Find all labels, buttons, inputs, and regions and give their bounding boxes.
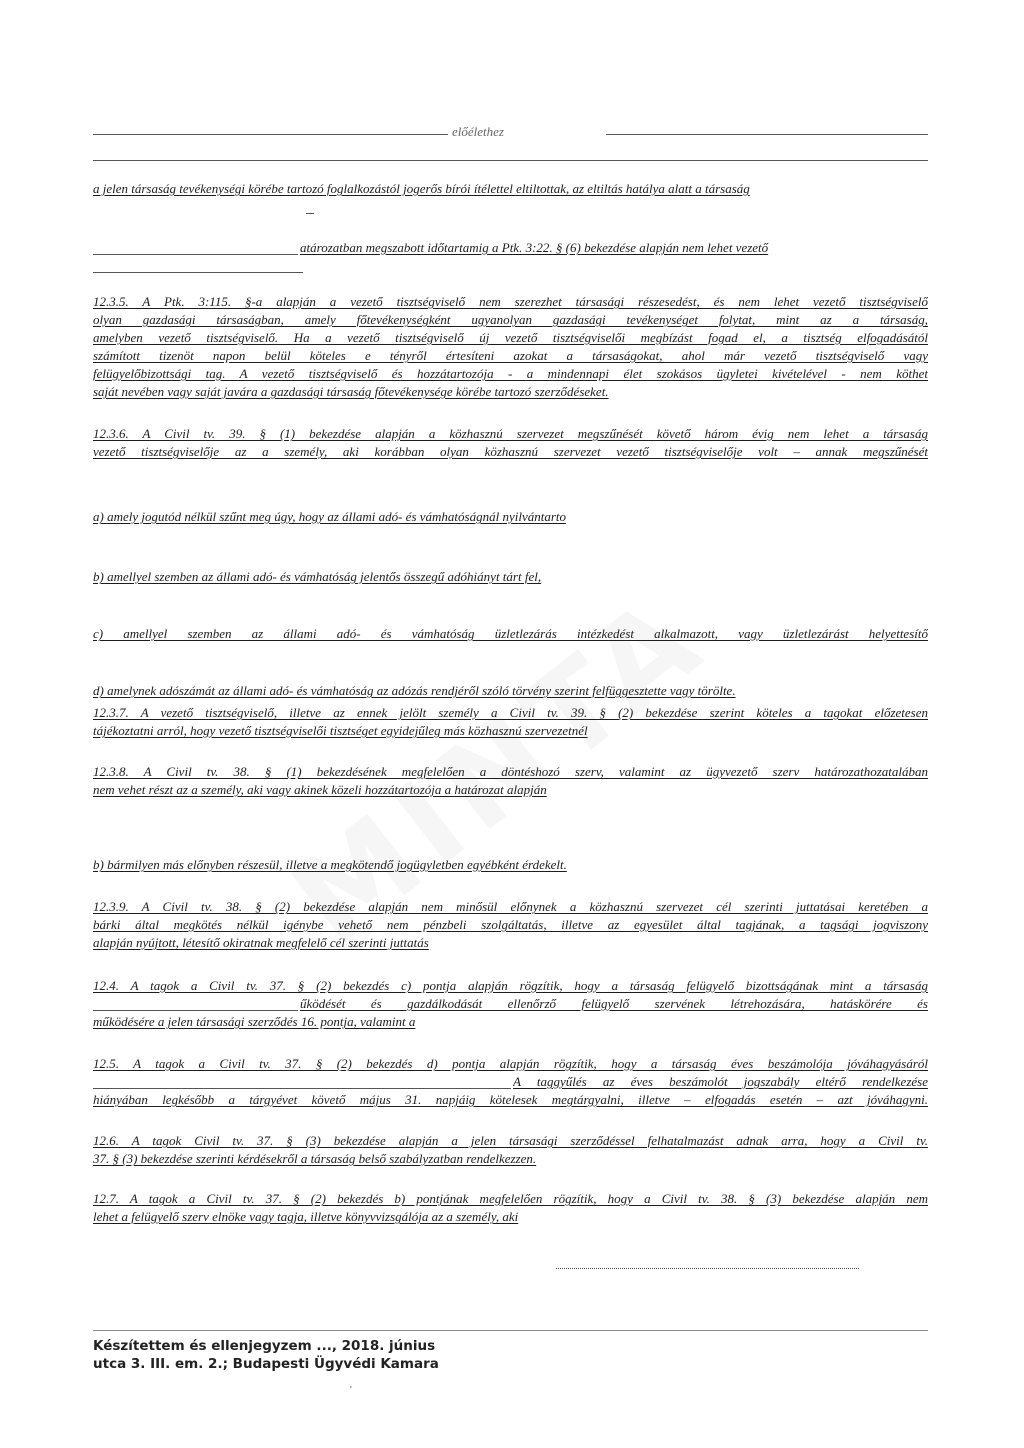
section-12-7-line: lehet a felügyelő szerv elnöke vagy tagja, illetve könyvvizsgálója az a személy, aki: [93, 1209, 519, 1224]
section-12-3-9-line: alapján nyújtott, létesítő okiratnak megfelelő cél szerinti juttatás: [93, 935, 429, 950]
section-12-3-8-item-b: b) bármilyen más előnyben részesül, illetve a megkötendő jogügyletben egyébként érdekelt.: [93, 857, 567, 872]
section-12-3-9-line: 12.3.9. A Civil tv. 38. § (2) bekezdése alapján nem minősül előnynek a közhasznú szervezet cél szerinti juttatásai keretében a: [93, 899, 928, 914]
section-12-3-6-line: vezető tisztségviselője az a személy, aki korábban olyan közhasznú szervezet vezető tisztségviselője volt – annak megszűnését: [93, 444, 928, 459]
section-12-5-line: hiányában legkésőbb a tárgyévet követő május 31. napjáig kötelesek megtárgyalni, illetve – elfogadás esetén – azt jóváhagyni.: [93, 1092, 928, 1107]
list-item-c: c) amellyel szemben az állami adó- és vámhatóság üzletlezárás intézkedést alkalmazott, vagy üzletlezárást helyettesítő: [93, 626, 928, 641]
section-12-4-line: működésére a jelen társasági szerződés 16. pontja, valamint a: [93, 1014, 416, 1029]
section-12-4-line: 12.4. A tagok a Civil tv. 37. § (2) bekezdés c) pontja alapján rögzítik, hogy a társaság felügyelő bizottságának mint a társaság: [93, 978, 928, 993]
para-line: atározatban megszabott időtartamig a Ptk. 3:22. § (6) bekezdése alapján nem lehet vezető: [300, 240, 769, 255]
section-12-3-8-line: 12.3.8. A Civil tv. 38. § (1) bekezdésének megfelelően a döntéshozó szerv, valamint az ügyvezető szerv határozathozatalában: [93, 764, 928, 779]
blank-line: [93, 254, 298, 255]
footer-line-1: Készítettem és ellenjegyzem ..., 2018. június: [93, 1338, 436, 1354]
footer-rule: [93, 1330, 928, 1331]
blank-line: [93, 272, 303, 273]
section-12-6-line: 12.6. A tagok Civil tv. 37. § (3) bekezdése alapján a jelen társasági szerződéssel felhatalmazást adnak arra, hogy a Civil tv.: [93, 1133, 928, 1148]
list-item-a: a) amely jogutód nélkül szűnt meg úgy, hogy az állami adó- és vámhatóságnál nyilvántarto: [93, 509, 566, 524]
section-12-3-5-line: olyan gazdasági társaságban, amely főtevékenységként ugyanolyan gazdasági tevékenységet folytat, mint az a társaság,: [93, 312, 928, 327]
section-12-3-8-line: nem vehet részt az a személy, aki vagy akinek közeli hozzátartozója a határozat alapján: [93, 782, 547, 797]
blank-line: [93, 1088, 511, 1089]
blank-line: [93, 160, 928, 161]
signature-line: [556, 1268, 859, 1269]
section-12-5-line: A taggyűlés az éves beszámolót jogszabály eltérő rendelkezése: [513, 1074, 928, 1089]
section-12-3-5-line: saját nevében vagy saját javára a gazdasági társaság főtevékenysége körébe tartozó szerződéseket.: [93, 384, 609, 399]
section-12-3-7-line: tájékoztatni arról, hogy vezető tisztségviselői tisztséget egyidejűleg más közhasznú szervezetnél: [93, 723, 588, 738]
dash-mark: [306, 213, 314, 214]
section-12-6-line: 37. § (3) bekezdése szerinti kérdésekről a társaság belső szabályzatban rendelkezzen.: [93, 1151, 537, 1166]
section-12-3-5-line: számított tizenöt napon belül köteles e tényről értesíteni azokat a társaságokat, ahol már vezető tisztségviselő vagy: [93, 348, 928, 363]
section-12-7-line: 12.7. A tagok a Civil tv. 37. § (2) bekezdés b) pontjának megfelelően rögzítik, hogy a Civil tv. 38. § (3) bekezdése alapján nem: [93, 1191, 928, 1206]
section-12-3-9-line: bárki által megkötés nélkül igénybe vehető nem pénzbeli szolgáltatás, illetve az egyesület által tagjának, a tagsági jogviszony: [93, 917, 928, 932]
section-12-3-6-line: 12.3.6. A Civil tv. 39. § (1) bekezdése alapján a közhasznú szervezet megszűnését követő három évig nem lehet a társaság: [93, 426, 928, 441]
footer-line-2: utca 3. III. em. 2.; Budapesti Ügyvédi Kamara: [93, 1356, 439, 1372]
blank-line: [93, 1010, 298, 1011]
section-12-4-line: űködését és gazdálkodását ellenőrző felügyelő szervének létrehozására, hatáskörére és: [300, 996, 928, 1011]
scan-mark: ': [350, 1385, 352, 1396]
section-12-5-line: 12.5. A tagok a Civil tv. 37. § (2) bekezdés d) pontja alapján rögzítik, hogy a társaság éves beszámolója jóváhagyásáról: [93, 1056, 928, 1071]
section-12-3-5-line: 12.3.5. A Ptk. 3:115. §-a alapján a vezető tisztségviselő nem szerezhet társasági részesedést, és nem lehet vezető tisztségviselő: [93, 294, 928, 309]
section-12-3-5-line: amelyben vezető tisztségviselő. Ha a vezető tisztségviselő új vezető tisztségviselői megbízást fogad el, a tisztség elfogadásától: [93, 330, 928, 345]
section-12-3-5-line: felügyelőbizottsági tag. A vezető tisztségviselő és hozzátartozója - a mindennapi élet szokásos ügyletei kivételével - nem köthet: [93, 366, 928, 381]
list-item-b: b) amellyel szemben az állami adó- és vámhatóság jelentős összegű adóhiányt tárt fel,: [93, 569, 542, 584]
section-12-3-7-line: 12.3.7. A vezető tisztségviselő, illetve az ennek jelölt személy a Civil tv. 39. § (2) bekezdése szerint köteles a tagokat előzetesen: [93, 705, 928, 720]
list-item-d: d) amelynek adószámát az állami adó- és vámhatóság az adózás rendjéről szóló törvény szerint felfüggesztette vagy törölte.: [93, 683, 736, 698]
header-fragment: előélethez: [448, 124, 606, 140]
para-line: a jelen társaság tevékenységi körébe tartozó foglalkozástól jogerős bírói ítélettel eltiltottak, az eltiltás hatálya alatt a társaság: [93, 181, 750, 196]
